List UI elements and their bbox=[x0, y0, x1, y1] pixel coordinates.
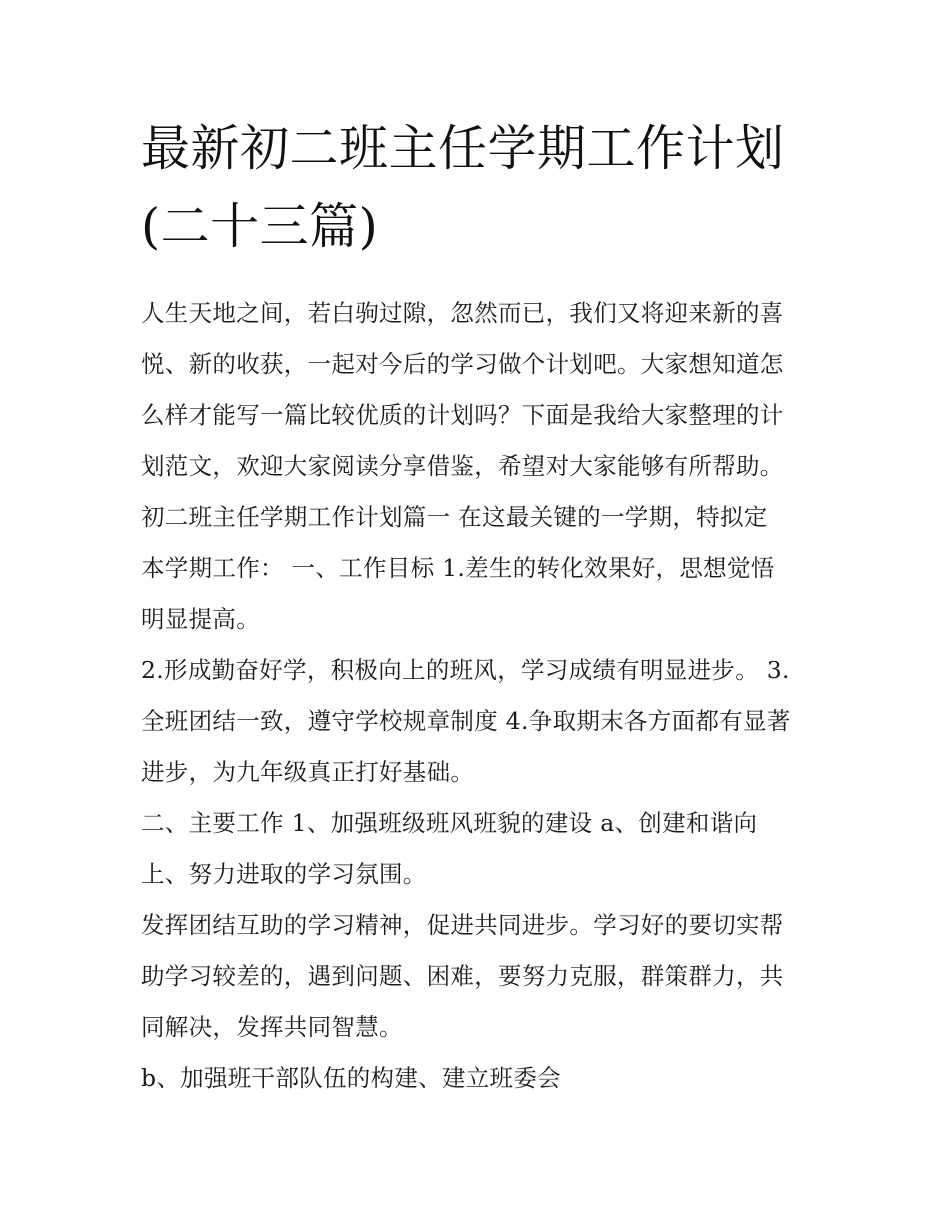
text-line: 本学期工作： 一、工作目标 1.差生的转化效果好，思想觉悟 bbox=[141, 554, 775, 582]
text-line: 上、努力进取的学习氛围。 bbox=[141, 860, 427, 888]
text-line: 么样才能写一篇比较优质的计划吗？下面是我给大家整理的计 bbox=[141, 401, 784, 429]
text-line: 同解决，发挥共同智慧。 bbox=[141, 1013, 403, 1041]
text-line: 明显提高。 bbox=[141, 605, 260, 633]
text-line: 助学习较差的，遇到问题、困难，要努力克服，群策群力，共 bbox=[141, 962, 784, 990]
text-line: 2.形成勤奋好学，积极向上的班风，学习成绩有明显进步。 3. bbox=[141, 656, 790, 684]
text-line: 二、主要工作 1、加强班级班风班貌的建设 a、创建和谐向 bbox=[141, 809, 758, 837]
text-line: 初二班主任学期工作计划篇一 在这最关键的一学期，特拟定 bbox=[141, 503, 768, 531]
text-line: 人生天地之间，若白驹过隙，忽然而已，我们又将迎来新的喜 bbox=[141, 299, 784, 327]
document-title bbox=[141, 110, 821, 266]
paragraph-intro bbox=[141, 288, 821, 645]
paragraph-mutual-help bbox=[141, 900, 821, 1053]
document-body bbox=[141, 288, 821, 1104]
document-page bbox=[141, 110, 821, 1104]
paragraph-main-work bbox=[141, 798, 821, 900]
paragraph-goals bbox=[141, 645, 821, 798]
paragraph-class-committee bbox=[141, 1053, 821, 1104]
text-line: 进步，为九年级真正打好基础。 bbox=[141, 758, 475, 786]
text-line: 划范文，欢迎大家阅读分享借鉴，希望对大家能够有所帮助。 bbox=[141, 452, 784, 480]
text-line: 全班团结一致，遵守学校规章制度 4.争取期末各方面都有显著 bbox=[141, 707, 791, 735]
text-line: 发挥团结互助的学习精神，促进共同进步。学习好的要切实帮 bbox=[141, 911, 784, 939]
title-line-1: 最新初二班主任学期工作计划 bbox=[141, 120, 785, 177]
title-line-2: (二十三篇) bbox=[141, 198, 379, 255]
text-line: 悦、新的收获，一起对今后的学习做个计划吧。大家想知道怎 bbox=[141, 350, 784, 378]
text-line: b、加强班干部队伍的构建、建立班委会 bbox=[141, 1064, 561, 1092]
